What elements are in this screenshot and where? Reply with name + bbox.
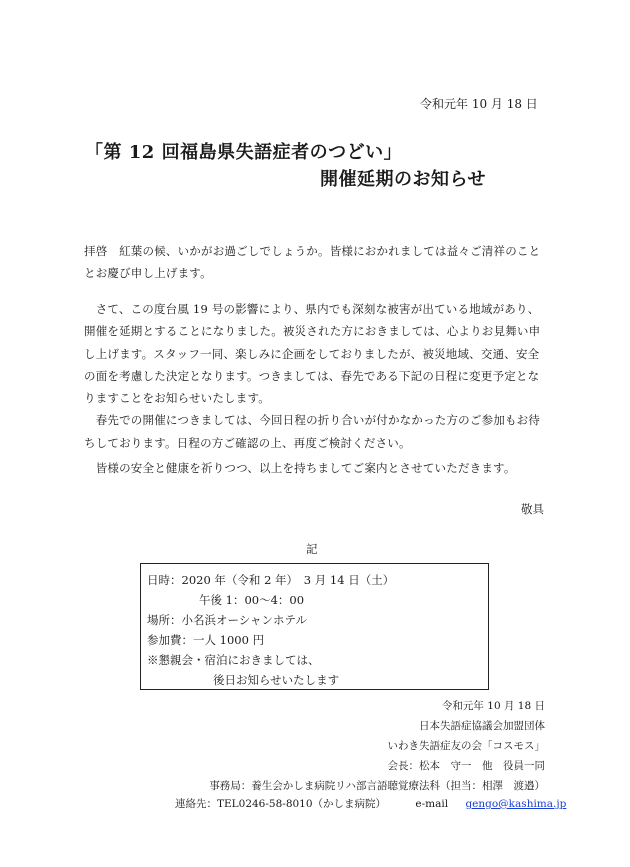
- document-date: 令和元年 10 月 18 日: [420, 97, 538, 111]
- event-time: 午後 1：00～4：00: [199, 593, 305, 607]
- event-fee: 参加費：一人 1000 円: [147, 633, 265, 647]
- title-line-1: 「第 12 回福島県失語症者のつどい」: [85, 142, 403, 163]
- email-link[interactable]: gengo@kashima.jp: [465, 798, 567, 810]
- event-note-continued: 後日お知らせいたします: [213, 673, 340, 687]
- spring-event-text: 春先での開催につきましては、今回日程の折り合いが付かなかった方のご参加もお待ちしております。日程の方ご確認の上、再度ご検討ください。: [84, 413, 541, 450]
- group-name: いわき失語症友の会「コスモス」: [387, 740, 545, 752]
- chairperson: 会長：松本 守一 他 役員一同: [387, 760, 545, 772]
- main-paragraph: [84, 298, 549, 454]
- event-details-box: [140, 563, 489, 690]
- organization: 日本失語症協議会加盟団体: [419, 720, 545, 732]
- event-note: ※懇親会・宿泊におきましては、: [147, 653, 320, 667]
- closing-word: 敬具: [521, 502, 544, 516]
- office: 事務局：養生会かしま病院リハ部言語聴覚療法科（担当：相澤 渡邉）: [209, 780, 545, 792]
- signature-block: [209, 696, 545, 796]
- greeting-paragraph: 拝啓 紅葉の候、いかがお過ごしでしょうか。皆様におかれましては益々ご清祥のこととお慶び申し上げます。: [84, 244, 541, 281]
- footer-date: 令和元年 10 月 18 日: [441, 700, 545, 712]
- title-line-2: 開催延期のお知らせ: [320, 169, 486, 190]
- email-label: e-mail: [415, 798, 449, 810]
- closing-paragraph: 皆様の安全と健康を祈りつつ、以上を持ちましてご案内とさせていただきます。: [84, 461, 516, 475]
- contact-line: [175, 796, 566, 811]
- notice-heading: 記: [306, 542, 318, 556]
- event-datetime: 日時：2020 年（令和 2 年） 3 月 14 日（土）: [147, 573, 395, 587]
- event-place: 場所：小名浜オーシャンホテル: [147, 613, 307, 627]
- contact-tel: 連絡先：TEL0246-58-8010（かしま病院）: [175, 798, 387, 810]
- postponement-text: さて、この度台風 19 号の影響により、県内でも深刻な被害が出ている地域があり、開催を延期とすることになりました。被災された方におきましては、心よりお見舞い申し上げます。スタッフ一同、楽しみに企画をしておりましたが、被災地域、交通、安全の面を考慮した決定となります。つきましては、春先である下記の日程に変更予定となりますことをお知らせいたします。: [84, 302, 541, 406]
